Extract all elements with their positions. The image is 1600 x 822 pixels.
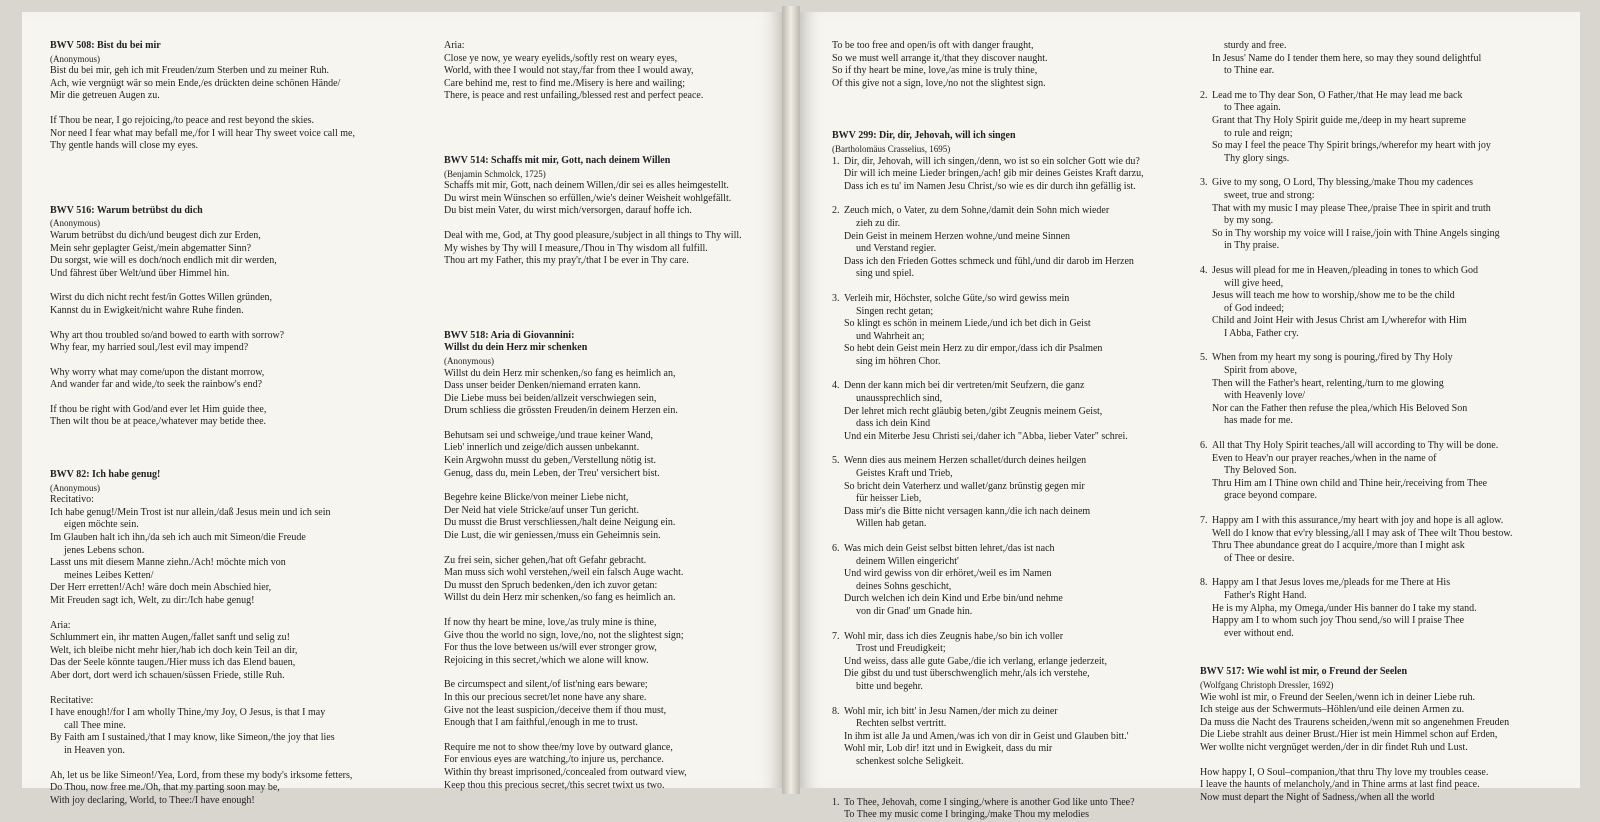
lyric-line: Ich habe genug!/Mein Trost ist nur allein,/daß Jesus mein und ich sein <box>50 506 331 518</box>
verse-number: 5. <box>832 455 840 467</box>
stanza <box>50 620 355 683</box>
lyric-line: Du bist mein Vater, du wirst mich/versorgen, darauf hoffe ich. <box>444 205 692 217</box>
lyric-line: sweet, true and strong: <box>1224 189 1315 201</box>
lyric-line: Dass ich den Frieden Gottes schmeck und fühl,/und dir darob im Herzen <box>844 255 1134 267</box>
lyric-line: Recitative: <box>50 694 94 706</box>
left-page-column-2 <box>444 40 742 792</box>
lyrics-section <box>444 330 742 418</box>
lyric-line: Mit Freuden sagt ich, Welt, zu dir:/Ich habe genug! <box>50 595 255 606</box>
lyric-line: to Thine ear. <box>1224 65 1275 77</box>
lyric-line: Then will the Father's heart, relenting,/turn to me glowing <box>1212 377 1444 389</box>
lyric-line: Even to Heav'n our prayer reaches,/when in the name of <box>1212 452 1437 464</box>
lyric-line: Within thy breast imprisoned,/concealed from outward view, <box>444 766 687 778</box>
lyric-line: Care behind me, rest to find me./Misery is here and wailing; <box>444 77 686 89</box>
lyric-line: Du musst den Spruch bedenken,/den ich zuvor getan: <box>444 579 658 591</box>
lyric-line: Require me not to show thee/my love by outward glance, <box>444 741 673 753</box>
lyric-line: sing im höhren Chor. <box>856 355 941 367</box>
stanza <box>50 695 355 758</box>
section-credit: (Anonymous) <box>50 482 100 493</box>
lyric-line: Ah, let us be like Simeon!/Yea, Lord, from these my body's irksome fetters, <box>50 769 353 781</box>
stanza <box>1200 90 1512 166</box>
lyric-line: Du musst die Brust verschliessen,/halt deine Neigung ein. <box>444 517 676 529</box>
lyric-line: Ach, wie vergnügt wär so mein Ende,/es drückten deine schönen Hände/ <box>50 77 341 89</box>
lyric-line: Mir die getreuen Augen zu. <box>50 90 160 102</box>
lyric-line: Thy glory sings. <box>1224 152 1290 164</box>
lyric-line: Der Neid hat viele Stricke/auf unser Tun gericht. <box>444 504 639 516</box>
lyric-line: has made for me. <box>1224 415 1293 427</box>
verse-number: 6. <box>832 543 840 554</box>
lyric-line: Thy gentle hands will close my eyes. <box>50 140 199 152</box>
lyric-line: Und weiss, dass alle gute Gabe,/die ich verlang, erlange jederzeit, <box>844 655 1107 667</box>
lyric-line: Jesus will teach me how to worship,/show me to be the child <box>1212 290 1455 302</box>
lyric-line: von dir Gnad' um Gnade hin. <box>856 605 973 617</box>
lyric-line: with Heavenly love/ <box>1224 390 1306 402</box>
stanza <box>1200 40 1512 78</box>
lyric-line: unaussprechlich sind, <box>856 393 943 405</box>
lyric-line: Zu frei sein, sicher gehen,/hat oft Gefahr gebracht. <box>444 554 647 566</box>
lyric-line: Dir will ich meine Lieder bringen,/ach! gib mir deines Geistes Kraft darzu, <box>844 168 1144 180</box>
stanza <box>1200 265 1512 341</box>
lyric-line: 6. All that Thy Holy Spirit teaches,/all will according to Thy will be done. <box>1200 440 1499 452</box>
lyric-line: Nor need I fear what may befall me,/for I will hear Thy sweet voice call me, <box>50 127 355 139</box>
lyric-line: Du sorgst, wie will es doch/noch endlich mit dir werden, <box>50 255 277 267</box>
lyric-line: With joy declaring, World, to Thee:/I have enough! <box>50 794 255 806</box>
lyric-line: Der lehret mich recht gläubig beten,/gibt Zeugnis meinem Geist, <box>844 405 1103 417</box>
stanza <box>444 679 742 729</box>
lyric-line: Man muss sich wohl verstehen,/weil ein falsch Auge wacht. <box>444 567 684 579</box>
lyric-line: Die Liebe strahlt aus deiner Brust./Hier ist mein Himmel schon auf Erden, <box>1200 729 1498 741</box>
lyric-line: I have enough!/for I am wholly Thine,/my Joy, O Jesus, is that I may <box>50 707 326 719</box>
lyric-line: Why worry what may come/upon the distant morrow, <box>50 366 265 378</box>
lyric-line: So if thy heart be mine, love,/as mine is truly thine, <box>832 65 1038 77</box>
lyric-line: 1. Dir, dir, Jehovah, will ich singen,/denn, wo ist so ein solcher Gott wie du? <box>832 155 1140 167</box>
lyric-line: If now thy heart be mine, love,/as truly mine is thine, <box>444 617 657 628</box>
lyric-line: 7. Happy am I with this assurance,/my heart with joy and hope is all aglow. <box>1200 515 1504 526</box>
lyric-line: Then wilt thou be at peace,/whatever may betide thee. <box>50 416 267 428</box>
lyric-line: Dass unser beider Denken/niemand erraten kann. <box>444 380 641 392</box>
stanza <box>832 797 1144 822</box>
right-page-column-2 <box>1200 40 1512 804</box>
section-credit: (Wolfgang Christoph Dressler, 1692) <box>1200 679 1334 690</box>
verse-number: 3. <box>1200 177 1208 189</box>
section-heading: BWV 299: Dir, dir, Jehovah, will ich singen <box>832 130 1016 142</box>
section-heading: BWV 518: Aria di Giovannini: <box>444 329 575 341</box>
lyric-line: Ich steige aus der Schwermuts–Höhlen/und eile deinen Armen zu. <box>1200 704 1465 716</box>
lyric-line: of Thee or desire. <box>1224 552 1295 564</box>
lyric-line: Grant that Thy Holy Spirit guide me,/deep in my heart supreme <box>1212 114 1466 126</box>
lyric-line: schenkest solche Seligkeit. <box>856 755 964 767</box>
lyric-line: Schlummert ein, ihr matten Augen,/fallet sanft und selig zu! <box>50 632 290 644</box>
stanza <box>444 492 742 542</box>
lyric-line: Willst du dein Herz mir schenken,/so fang es heimlich an. <box>444 592 676 604</box>
binding-gutter <box>782 6 800 794</box>
lyric-line: für heisser Lieb, <box>856 493 922 505</box>
section-heading: Willst du dein Herz mir schenken <box>444 342 588 354</box>
lyric-line: meines Leibes Ketten/ <box>64 569 154 581</box>
lyric-line: Mein sehr geplagter Geist,/mein abgematter Sinn? <box>50 242 252 254</box>
lyric-line: I Abba, Father cry. <box>1224 327 1299 339</box>
lyric-line: 2. Zeuch mich, o Vater, zu dem Sohne,/damit dein Sohn mich wieder <box>832 205 1110 217</box>
stanza <box>832 631 1144 694</box>
lyric-line: Well do I know that ev'ry blessing,/all I may ask of Thee wilt Thou bestow. <box>1212 527 1513 539</box>
lyric-line: 3. Verleih mir, Höchster, solche Güte,/so wird gewiss mein <box>832 292 1070 304</box>
section-credit: (Anonymous) <box>50 53 100 64</box>
stanza <box>1200 352 1512 428</box>
lyric-line: So klingt es schön in meinem Liede,/und ich bet dich in Geist <box>844 318 1091 330</box>
lyric-line: 8. Wohl mir, ich bitt' in Jesu Namen,/der mich zu deiner <box>832 705 1058 717</box>
lyric-line: He is my Alpha, my Omega,/under His banner do I take my stand. <box>1212 602 1477 614</box>
lyric-line: Willen hab getan. <box>856 518 927 530</box>
lyric-line: Begehre keine Blicke/von meiner Liebe nicht, <box>444 492 629 504</box>
section-credit: (Anonymous) <box>50 218 100 229</box>
lyric-line: Dass mir's die Bitte nicht versagen kann,/die ich nach deinem <box>844 505 1091 517</box>
lyric-line: Give thou the world no sign, love,/no, not the slightest sign; <box>444 629 684 641</box>
stanza <box>1200 177 1512 253</box>
lyric-line: So in Thy worship my voice will I raise,/join with Thine Angels singing <box>1212 227 1500 239</box>
right-page-column-1 <box>832 40 1144 822</box>
stanza <box>1200 515 1512 565</box>
lyric-line: grace beyond compare. <box>1224 490 1318 502</box>
lyric-line: Enough that I am faithful,/enough in me to trust. <box>444 717 638 729</box>
verse-number: 3. <box>832 292 840 304</box>
lyric-line: by my song. <box>1224 215 1274 227</box>
lyric-line: Child and Joint Heir with Jesus Christ am I,/wherefor with Him <box>1212 315 1467 327</box>
lyric-line: Du wirst mein Wünschen so erfüllen,/wie's deiner Weisheit wohlgefällt. <box>444 192 732 204</box>
lyric-line: Das der Seele könnte taugen./Hier muss ich das Elend bauen, <box>50 657 296 669</box>
lyric-line: Trost und Freudigkeit; <box>856 643 946 655</box>
lyric-line: I leave the haunts of melancholy,/and in Thine arms at last find peace. <box>1200 779 1480 791</box>
lyric-line: Thy Beloved Son. <box>1224 465 1297 477</box>
lyric-line: deinem Willen eingericht' <box>856 555 959 567</box>
lyric-line: That with my music I may please Thee,/praise Thee in spirit and truth <box>1212 202 1491 214</box>
lyric-line: There, is peace and rest unfailing,/blessed rest and perfect peace. <box>444 90 704 102</box>
lyric-line: To be too free and open/is oft with danger fraught, <box>832 40 1034 51</box>
lyric-line: und Verstand regier. <box>856 243 937 255</box>
lyric-line: to Thee again. <box>1224 102 1281 114</box>
lyric-line: By Faith am I sustained,/that I may know, like Simeon,/the joy that lies <box>50 732 335 744</box>
lyric-line: in Heaven yon. <box>64 744 125 756</box>
lyrics-section <box>832 130 1144 193</box>
lyrics-section <box>50 40 355 103</box>
lyric-line: 1. To Thee, Jehovah, come I singing,/where is another God like unto Thee? <box>832 796 1135 808</box>
section-heading: BWV 516: Warum betrübst du dich <box>50 204 203 216</box>
lyric-line: In this our precious secret/let none have any share. <box>444 691 647 703</box>
lyric-line: deines Sohns geschicht, <box>856 580 952 592</box>
right-page <box>800 12 1580 821</box>
lyric-line: Aber dort, dort werd ich schauen/süssen Friede, stille Ruh. <box>50 669 285 681</box>
lyrics-section <box>444 155 742 218</box>
lyric-line: So we must well arrange it,/that they discover naught. <box>832 52 1048 64</box>
lyric-line: Wer wollte nicht vergnüget werden,/der in dir findet Ruh und Lust. <box>1200 741 1468 753</box>
lyrics-section <box>1200 666 1512 754</box>
lyric-line: Spirit from above, <box>1224 365 1298 377</box>
lyric-line: Deal with me, God, at Thy good pleasure,/subject in all things to Thy will. <box>444 229 742 241</box>
lyric-line: Durch welchen ich dein Kind und Erbe bin/und nehme <box>844 593 1063 605</box>
left-page-column-1 <box>50 40 355 807</box>
verse-number: 4. <box>832 380 840 392</box>
lyric-line: Und ein Miterbe Jesu Christi sei,/daher ich "Abba, lieber Vater" schrei. <box>844 430 1128 442</box>
lyric-line: For thus the love between us/will ever stronger grow, <box>444 642 657 654</box>
lyric-line: Aria: <box>50 619 71 631</box>
stanza <box>832 293 1144 369</box>
lyric-line: eigen möchte sein. <box>64 519 139 531</box>
lyric-line: in Thy praise. <box>1224 240 1280 252</box>
verse-number: 7. <box>832 630 840 642</box>
lyric-line: Kein Argwohn musst du geben,/Verstellung nötig ist. <box>444 455 657 467</box>
verse-number: 4. <box>1200 264 1208 276</box>
lyric-line: Nor can the Father then refuse the plea,/which His Beloved Son <box>1212 402 1468 414</box>
lyric-line: Keep thou this precious secret,/this secret twixt us two. <box>444 779 665 791</box>
lyric-line: Recitativo: <box>50 494 94 506</box>
lyric-line: Da muss die Nacht des Traurens scheiden,/wenn mit so angenehmen Freuden <box>1200 716 1510 728</box>
lyric-line: So bricht dein Vaterherz und wallet/ganz brünstig gegen mir <box>844 480 1085 492</box>
stanza <box>50 292 355 317</box>
lyric-line: If Thou be near, I go rejoicing,/to peace and rest beyond the skies. <box>50 114 315 126</box>
lyric-line: Warum betrübst du dich/und beugest dich zur Erden, <box>50 229 261 241</box>
lyric-line: 4. Jesus will plead for me in Heaven,/pleading in tones to which God <box>1200 264 1479 276</box>
lyric-line: Give not the least suspicion,/deceive them if thou must, <box>444 704 667 716</box>
stanza <box>1200 577 1512 640</box>
lyric-line: Now must depart the Night of Sadness,/when all the world <box>1200 791 1435 803</box>
lyric-line: Drum schliess die grössten Freuden/in deinem Herzen ein. <box>444 405 678 417</box>
lyric-line: How happy I, O Soul–companion,/that thru Thy love my troubles cease. <box>1200 766 1489 778</box>
lyric-line: Kannst du in Ewigkeit/nicht wahre Ruhe finden. <box>50 304 244 316</box>
verse-number: 6. <box>1200 440 1208 452</box>
lyric-line: Thru Thee abundance great do I acquire,/more than I might ask <box>1212 540 1465 552</box>
section-heading: BWV 508: Bist du bei mir <box>50 40 161 51</box>
verse-number: 1. <box>832 155 840 167</box>
stanza <box>832 543 1144 619</box>
lyric-line: Willst du dein Herz mir schenken,/so fang es heimlich an, <box>444 367 676 379</box>
lyric-line: dass ich dein Kind <box>856 418 931 430</box>
lyric-line: Rejoicing in this secret,/which we alone will know. <box>444 654 649 666</box>
lyric-line: Wohl mir, Lob dir! itzt und in Ewigkeit, dass du mir <box>844 743 1053 755</box>
lyric-line: Und wird gewiss von dir erhöret,/weil es im Namen <box>844 568 1052 580</box>
lyric-line: Of this give not a sign, love,/no not the slightest sign. <box>832 77 1046 89</box>
lyric-line: zieh zu dir. <box>856 217 901 229</box>
stanza <box>1200 440 1512 503</box>
lyric-line: For envious eyes are watching,/to injure us, perchance. <box>444 754 664 766</box>
lyrics-section <box>50 469 355 608</box>
stanza <box>1200 767 1512 805</box>
lyrics-section <box>50 205 355 281</box>
lyric-line: World, with thee I would not stay,/far from thee I would away, <box>444 65 694 77</box>
lyric-line: In ihm ist alle Ja und Amen,/was ich von dir in Geist und Glauben bitt.' <box>844 730 1129 742</box>
lyric-line: Die Liebe muss bei beiden/allzeit verschwiegen sein, <box>444 392 657 404</box>
lyric-line: Rechten selbst vertritt. <box>856 718 947 730</box>
stanza <box>50 404 355 429</box>
verse-number: 2. <box>1200 89 1208 101</box>
lyric-line: Dein Geist in meinem Herzen wohne,/und meine Sinnen <box>844 230 1071 242</box>
lyric-line: Why art thou troubled so/and bowed to earth with sorrow? <box>50 329 285 341</box>
lyric-line: 5. When from my heart my song is pouring,/fired by Thy Holy <box>1200 352 1453 364</box>
stanza <box>444 742 742 792</box>
stanza <box>832 40 1144 90</box>
lyric-line: 8. Happy am I that Jesus loves me,/pleads for me There at His <box>1200 577 1451 589</box>
verse-number: 7. <box>1200 515 1208 526</box>
verse-number: 2. <box>832 205 840 217</box>
section-credit: (Bartholomäus Crasselius, 1695) <box>832 143 951 154</box>
lyric-line: Die Lust, die wir geniessen,/muss ein Geheimnis sein. <box>444 530 661 542</box>
stanza <box>444 230 742 268</box>
lyric-line: Wirst du dich nicht recht fest/in Gottes Willen gründen, <box>50 292 273 304</box>
section-heading: BWV 82: Ich habe genug! <box>50 469 161 481</box>
lyric-line: Aria: <box>444 40 465 51</box>
lyric-line: will give heed, <box>1224 277 1284 289</box>
lyric-line: My wishes by Thy will I measure,/Thou in Thy wisdom all fulfill. <box>444 242 708 254</box>
lyric-line: 4. Denn der kann mich bei dir vertreten/mit Seufzern, die ganz <box>832 380 1085 392</box>
lyric-line: Geistes Kraft und Trieb, <box>856 468 953 480</box>
lyric-line: bitte und begehr. <box>856 680 923 692</box>
section-credit: (Benjamin Schmolck, 1725) <box>444 168 546 179</box>
lyric-line: und Wahrheit an; <box>856 330 925 342</box>
lyric-line: Bist du bei mir, geh ich mit Freuden/zum Sterben und zu meiner Ruh. <box>50 65 329 77</box>
lyric-line: So may I feel the peace Thy Spirit brings,/wherefor my heart with joy <box>1212 140 1491 152</box>
lyric-line: Genug, dass du, mein Leben, der Treu' versichert bist. <box>444 467 660 479</box>
stanza <box>50 367 355 392</box>
lyric-line: If thou be right with God/and ever let Him guide thee, <box>50 403 267 415</box>
section-heading: BWV 514: Schaffs mit mir, Gott, nach deinem Willen <box>444 154 671 166</box>
lyric-line: Father's Right Hand. <box>1224 589 1307 601</box>
verse-number: 5. <box>1200 352 1208 364</box>
lyric-line: 7. Wohl mir, dass ich dies Zeugnis habe,/so bin ich voller <box>832 630 1064 642</box>
lyric-line: 3. Give to my song, O Lord, Thy blessing,/make Thou my cadences <box>1200 177 1473 189</box>
lyric-line: Dass ich es tu' im Namen Jesu Christ,/so wie es dir durch ihn gefällig ist. <box>844 180 1136 192</box>
lyric-line: sing und spiel. <box>856 268 915 280</box>
lyric-line: Der Herr erretten!/Ach! wäre doch mein Abschied hier, <box>50 582 272 594</box>
stanza <box>832 706 1144 769</box>
lyric-line: call Thee mine. <box>64 719 126 731</box>
lyric-line: Wie wohl ist mir, o Freund der Seelen,/wenn ich in deiner Liebe ruh. <box>1200 691 1475 703</box>
lyric-line: Die gibst du und tust überschwenglich mehr,/als ich verstehe, <box>844 668 1090 680</box>
lyric-line: to rule and reign; <box>1224 127 1293 139</box>
lyric-line: Schaffs mit mir, Gott, nach deinem Willen,/dir sei es alles heimgestellt. <box>444 180 729 192</box>
section-heading: BWV 517: Wie wohl ist mir, o Freund der Seelen <box>1200 666 1408 678</box>
lyric-line: Do Thou, now free me./Oh, that my parting soon may be, <box>50 782 280 794</box>
stanza <box>832 455 1144 531</box>
stanza <box>50 770 355 808</box>
lyric-line: Und fährest über Welt/und über Himmel hin. <box>50 267 230 279</box>
left-page <box>22 12 782 806</box>
stanza <box>444 617 742 667</box>
lyric-line: Lasst uns mit diesem Manne ziehn./Ach! möchte mich von <box>50 557 286 569</box>
stanza <box>444 555 742 605</box>
lyric-line: Singen recht getan; <box>856 305 934 317</box>
lyric-line: So hebt dein Geist mein Herz zu dir empor,/dass ich dir Psalmen <box>844 343 1103 355</box>
stanza <box>444 430 742 480</box>
lyric-line: Why fear, my harried soul,/lest evil may impend? <box>50 342 249 354</box>
verse-number: 8. <box>832 705 840 717</box>
verse-number: 1. <box>832 796 840 808</box>
lyric-line: Close ye now, ye weary eyelids,/softly rest on weary eyes, <box>444 52 678 64</box>
lyric-line: 2. Lead me to Thy dear Son, O Father,/that He may lead me back <box>1200 89 1463 101</box>
stanza <box>444 40 742 103</box>
lyric-line: Thou art my Father, this my pray'r,/that I be ever in Thy care. <box>444 255 689 267</box>
lyric-line: 6. Was mich dein Geist selbst bitten lehret,/das ist nach <box>832 543 1055 554</box>
stanza <box>832 205 1144 281</box>
stanza <box>832 380 1144 443</box>
lyric-line: In Jesus' Name do I tender them here, so may they sound delightful <box>1212 52 1482 64</box>
lyric-line: jenes Lebens schon. <box>64 544 145 556</box>
section-credit: (Anonymous) <box>444 355 494 366</box>
lyric-line: Welt, ich bleibe nicht mehr hier,/hab ich doch kein Teil an dir, <box>50 644 298 656</box>
lyric-line: Behutsam sei und schweige,/und traue keiner Wand, <box>444 429 653 441</box>
stanza <box>50 115 355 153</box>
lyric-line: Be circumspect and silent,/of list'ning ears beware; <box>444 679 648 691</box>
lyric-line: And wander far and wide,/to seek the rainbow's end? <box>50 379 263 391</box>
lyric-line: Thru Him am I Thine own child and Thine heir,/receiving from Thee <box>1212 477 1488 489</box>
lyric-line: Happy am I to whom such joy Thou send,/so will I praise Thee <box>1212 615 1465 627</box>
lyric-line: 5. Wenn dies aus meinem Herzen schallet/durch deines heilgen <box>832 455 1087 467</box>
lyric-line: ever without end. <box>1224 627 1294 639</box>
verse-number: 8. <box>1200 577 1208 589</box>
lyric-line: To Thee my music come I bringing,/make Thou my melodies <box>844 809 1089 821</box>
lyric-line: sturdy and free. <box>1224 40 1287 51</box>
lyric-line: Lieb' innerlich und zeige/dich aussen unbekannt. <box>444 442 640 454</box>
stanza <box>50 330 355 355</box>
lyric-line: Im Glauben halt ich ihn,/da seh ich auch mit Simeon/die Freude <box>50 532 306 544</box>
lyric-line: of God indeed; <box>1224 302 1284 314</box>
